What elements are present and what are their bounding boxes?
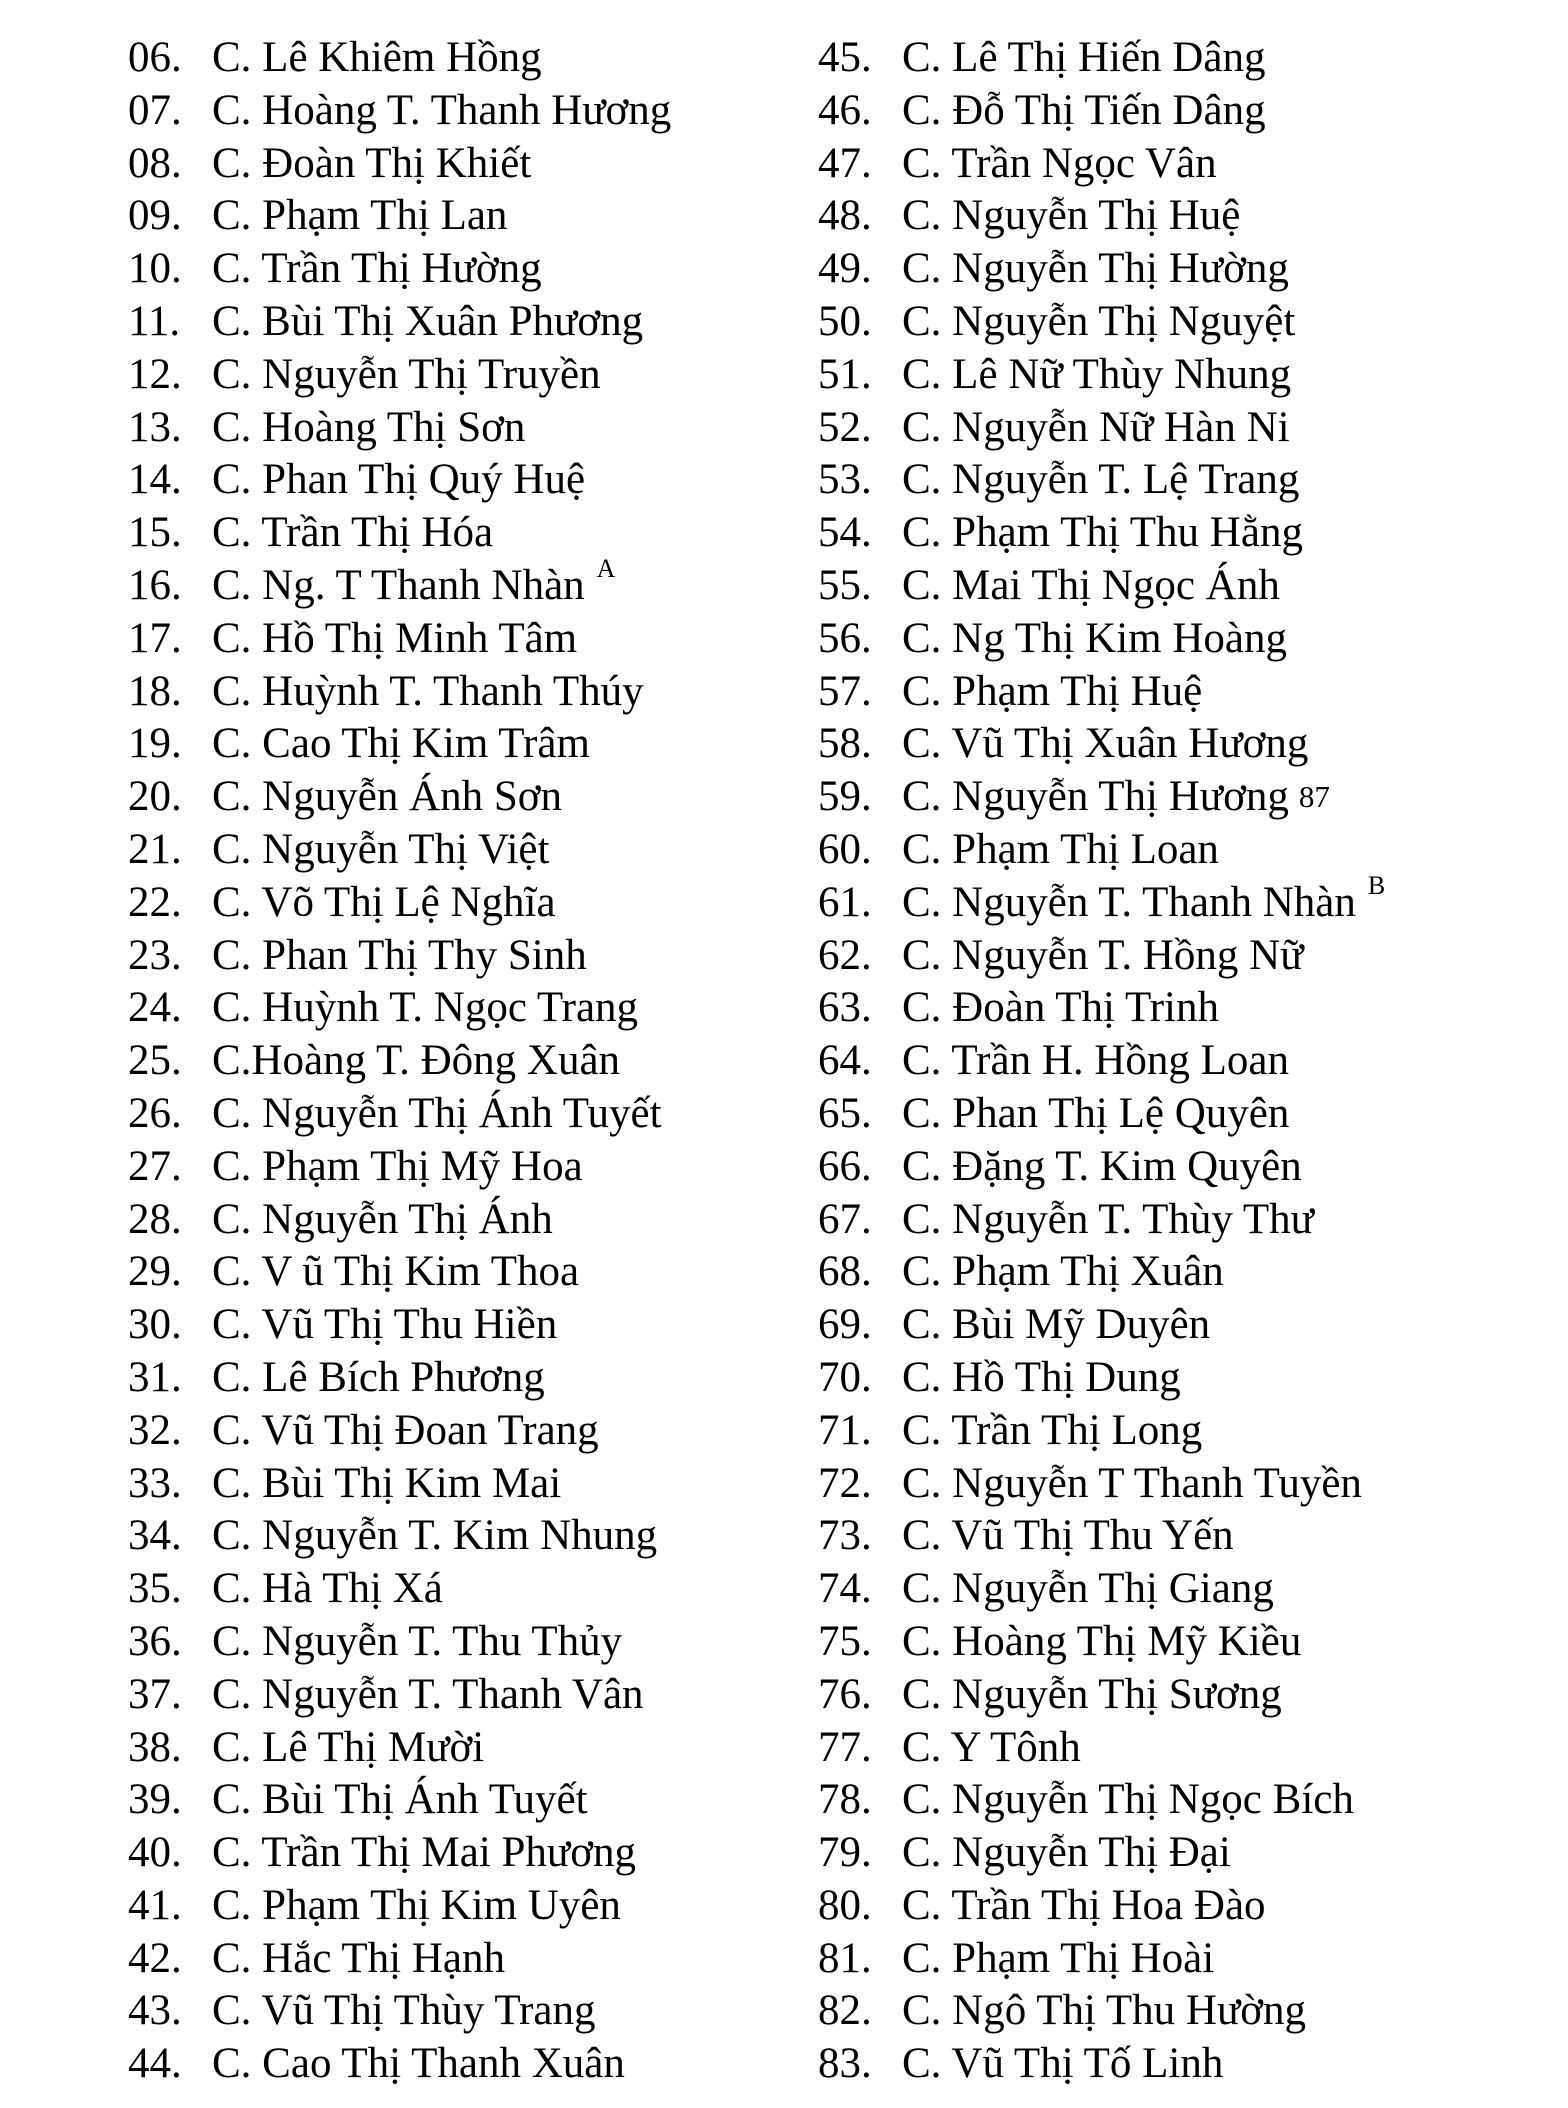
list-item [128, 1669, 788, 1722]
item-name: C. Cao Thị Kim Trâm [212, 720, 590, 768]
list-item [128, 1352, 788, 1405]
item-name: C. Nguyễn Thị Huệ [902, 192, 1241, 240]
item-number: 14. [128, 456, 182, 504]
item-name: C. Cao Thị Thanh Xuân [212, 2040, 625, 2088]
list-item [818, 613, 1558, 666]
item-name: C. Trần Thị Hường [212, 245, 542, 293]
list-item [128, 32, 788, 85]
item-name: C. Phạm Thị Huệ [902, 667, 1203, 715]
list-item [128, 1722, 788, 1775]
item-name: C. Đặng T. Kim Quyên [902, 1142, 1302, 1190]
list-item [128, 85, 788, 138]
list-item [128, 613, 788, 666]
item-number: 11. [128, 297, 181, 345]
list-item [128, 1616, 788, 1669]
list-item [818, 402, 1558, 455]
item-name: C. Đỗ Thị Tiến Dâng [902, 86, 1266, 134]
item-number: 33. [128, 1459, 182, 1507]
item-number: 30. [128, 1301, 182, 1349]
item-number: 36. [128, 1617, 182, 1665]
item-number: 22. [128, 878, 182, 926]
item-name: C. Ng Thị Kim Hoàng [902, 614, 1288, 662]
item-name: C. Nguyễn T. Hồng Nữ [902, 931, 1304, 979]
item-number: 54. [818, 509, 872, 557]
list-item [818, 138, 1558, 191]
item-number: 35. [128, 1565, 182, 1613]
item-number: 19. [128, 720, 182, 768]
item-number: 55. [818, 561, 872, 609]
item-number: 06. [128, 34, 182, 81]
item-name: C. Phạm Thị Mỹ Hoa [212, 1142, 583, 1190]
item-name: C. Vũ Thị Xuân Hương [902, 720, 1309, 768]
item-name: C. Lê Bích Phương [212, 1353, 545, 1401]
item-number: 63. [818, 984, 872, 1032]
item-number: 31. [128, 1353, 182, 1401]
item-name: C. Nguyễn Thị Giang [902, 1565, 1274, 1613]
list-item [818, 666, 1558, 719]
item-name: C. Võ Thị Lệ Nghĩa [212, 878, 556, 926]
list-item [128, 1141, 788, 1194]
item-name: C. Lê Thị Hiến Dâng [902, 34, 1266, 81]
list-item [128, 1827, 788, 1880]
list-item [818, 560, 1558, 613]
list-item [128, 1299, 788, 1352]
item-name: C. Bùi Thị Ánh Tuyết [212, 1776, 588, 1824]
item-name: C. Nguyễn Thị Ánh [212, 1195, 553, 1243]
item-name: C. Hoàng Thị Sơn [212, 403, 526, 451]
item-name: C. Nguyễn T. Thu Thủy [212, 1617, 623, 1665]
item-name: C.Hoàng T. Đông Xuân [212, 1037, 621, 1085]
item-name: C. Phan Thị Thy Sinh [212, 931, 587, 979]
list-item [128, 1510, 788, 1563]
list-item [818, 2038, 1558, 2091]
item-number: 62. [818, 931, 872, 979]
item-number: 23. [128, 931, 182, 979]
list-item [818, 1510, 1558, 1563]
item-name: C. Phạm Thị Hoài [902, 1934, 1215, 1982]
list-item [128, 666, 788, 719]
item-name: C. Lê Khiêm Hồng [212, 34, 542, 81]
item-number: 16. [128, 561, 182, 609]
list-item [818, 190, 1558, 243]
item-name: C. Lê Nữ Thùy Nhung [902, 350, 1292, 398]
item-name: C. Lê Thị Mười [212, 1723, 485, 1771]
item-name: C. Hoàng Thị Mỹ Kiều [902, 1617, 1302, 1665]
item-name: C. Vũ Thị Thu Hiền [212, 1301, 558, 1349]
list-item [128, 824, 788, 877]
list-item [128, 1880, 788, 1933]
list-item [818, 1827, 1558, 1880]
item-number: 52. [818, 403, 872, 451]
item-number: 46. [818, 86, 872, 134]
item-name: C. Nguyễn T. Thanh Vân [212, 1670, 644, 1718]
item-number: 82. [818, 1987, 872, 2035]
list-item [818, 870, 1558, 930]
list-item [818, 1194, 1558, 1247]
item-name: C. Trần Thị Long [902, 1406, 1203, 1454]
list-item [128, 1774, 788, 1827]
list-item [818, 718, 1558, 771]
list-item [818, 1722, 1558, 1775]
list-item [818, 982, 1558, 1035]
list-item [128, 718, 788, 771]
item-name: C. Nguyễn Thị Hường [902, 245, 1289, 293]
item-name: C. Trần Thị Hoa Đào [902, 1881, 1266, 1929]
item-number: 47. [818, 139, 872, 187]
list-item [818, 1563, 1558, 1616]
item-name: C. Huỳnh T. Ngọc Trang [212, 984, 639, 1032]
item-number: 56. [818, 614, 872, 662]
item-name: C. Hồ Thị Dung [902, 1353, 1181, 1401]
item-name: C. Vũ Thị Đoan Trang [212, 1406, 599, 1454]
list-item [818, 1985, 1558, 2038]
item-number: 73. [818, 1512, 872, 1560]
list-item [128, 1088, 788, 1141]
item-name: C. Nguyễn Thị Việt [212, 825, 550, 873]
item-name: C. Phan Thị Lệ Quyên [902, 1089, 1290, 1137]
item-name: C. Bùi Mỹ Duyên [902, 1301, 1211, 1349]
list-item [818, 349, 1558, 402]
item-number: 39. [128, 1776, 182, 1824]
list-item [128, 1458, 788, 1511]
item-number: 09. [128, 192, 182, 240]
list-item [128, 138, 788, 191]
list-item [128, 454, 788, 507]
item-number: 20. [128, 773, 182, 821]
item-name: C. Y Tônh [902, 1723, 1081, 1771]
item-name: C. Mai Thị Ngọc Ánh [902, 561, 1280, 609]
item-number: 48. [818, 192, 872, 240]
item-name: C. Phạm Thị Thu Hằng [902, 509, 1303, 557]
right-name-column [818, 32, 1558, 2091]
item-name: C. Phan Thị Quý Huệ [212, 456, 586, 504]
list-item [818, 824, 1558, 877]
item-number: 17. [128, 614, 182, 662]
item-number: 26. [128, 1089, 182, 1137]
list-item [818, 85, 1558, 138]
item-number: 32. [128, 1406, 182, 1454]
item-name: C. Huỳnh T. Thanh Thúy [212, 667, 644, 715]
item-superscript: A [596, 553, 616, 583]
item-name: C. Vũ Thị Thùy Trang [212, 1987, 596, 2035]
list-item [128, 1933, 788, 1986]
list-item [128, 190, 788, 243]
item-name: C. Nguyễn Thị Truyền [212, 350, 601, 398]
item-name: C. Nguyễn Thị Nguyệt [902, 297, 1296, 345]
item-name: C. Nguyễn Thị Ánh Tuyết [212, 1089, 662, 1137]
item-number: 07. [128, 86, 182, 134]
item-number: 68. [818, 1248, 872, 1296]
item-number: 81. [818, 1934, 872, 1982]
item-number: 60. [818, 825, 872, 873]
list-item [128, 553, 788, 613]
item-number: 66. [818, 1142, 872, 1190]
item-number: 08. [128, 139, 182, 187]
item-name: C. Vũ Thị Tố Linh [902, 2040, 1224, 2088]
list-item [128, 402, 788, 455]
item-name: C. Nguyễn T. Thanh Nhàn [902, 878, 1356, 926]
item-name: C. Phạm Thị Lan [212, 192, 508, 240]
list-item [128, 1246, 788, 1299]
item-name: C. Nguyễn Ánh Sơn [212, 773, 563, 821]
list-item [128, 1194, 788, 1247]
item-name: C. Vũ Thị Thu Yến [902, 1512, 1234, 1560]
item-name: C. Ngô Thị Thu Hường [902, 1987, 1307, 2035]
item-number: 79. [818, 1829, 872, 1877]
item-number: 38. [128, 1723, 182, 1771]
list-item [128, 982, 788, 1035]
item-number: 25. [128, 1037, 182, 1085]
item-number: 74. [818, 1565, 872, 1613]
item-name: C. Bùi Thị Kim Mai [212, 1459, 562, 1507]
list-item [818, 507, 1558, 560]
list-item [128, 930, 788, 983]
item-number: 64. [818, 1037, 872, 1085]
item-number: 58. [818, 720, 872, 768]
list-item [818, 1246, 1558, 1299]
item-number: 44. [128, 2040, 182, 2088]
list-item [128, 243, 788, 296]
list-item [818, 1352, 1558, 1405]
item-number: 65. [818, 1089, 872, 1137]
item-number: 72. [818, 1459, 872, 1507]
item-name: C. Phạm Thị Xuân [902, 1248, 1224, 1296]
item-name: C. Phạm Thị Loan [902, 825, 1219, 873]
item-suffix: 87 [1298, 779, 1330, 815]
item-number: 24. [128, 984, 182, 1032]
list-item [818, 454, 1558, 507]
list-item [818, 296, 1558, 349]
item-number: 42. [128, 1934, 182, 1982]
list-item [818, 1035, 1558, 1088]
item-number: 29. [128, 1248, 182, 1296]
item-number: 37. [128, 1670, 182, 1718]
item-number: 57. [818, 667, 872, 715]
item-name: C. Nguyễn Thị Đại [902, 1829, 1231, 1877]
item-superscript: B [1367, 870, 1386, 900]
item-name: C. Nguyễn T. Thùy Thư [902, 1195, 1314, 1243]
item-number: 18. [128, 667, 182, 715]
item-name: C. V ũ Thị Kim Thoa [212, 1248, 580, 1296]
item-number: 28. [128, 1195, 182, 1243]
item-number: 40. [128, 1829, 182, 1877]
item-name: C. Đoàn Thị Trinh [902, 984, 1219, 1032]
list-item [818, 1880, 1558, 1933]
item-name: C. Trần Thị Hóa [212, 509, 494, 557]
list-item [818, 1088, 1558, 1141]
item-name: C. Trần H. Hồng Loan [902, 1037, 1290, 1085]
list-item [128, 1563, 788, 1616]
item-number: 75. [818, 1617, 872, 1665]
item-number: 41. [128, 1881, 182, 1929]
item-name: C. Phạm Thị Kim Uyên [212, 1881, 621, 1929]
list-item [128, 1035, 788, 1088]
item-number: 10. [128, 245, 182, 293]
item-number: 12. [128, 350, 182, 398]
item-name: C. Hoàng T. Thanh Hương [212, 86, 672, 134]
list-item [128, 771, 788, 824]
list-item [818, 243, 1558, 296]
item-number: 50. [818, 297, 872, 345]
item-number: 61. [818, 878, 872, 926]
item-number: 78. [818, 1776, 872, 1824]
item-name: C. Hà Thị Xá [212, 1565, 443, 1613]
item-number: 51. [818, 350, 872, 398]
item-number: 59. [818, 773, 872, 821]
item-name: C. Nguyễn Thị Ngọc Bích [902, 1776, 1354, 1824]
item-number: 27. [128, 1142, 182, 1190]
list-item [128, 877, 788, 930]
list-item [818, 1299, 1558, 1352]
item-number: 76. [818, 1670, 872, 1718]
list-item [818, 1141, 1558, 1194]
item-name: C. Nguyễn T Thanh Tuyền [902, 1459, 1362, 1507]
item-number: 53. [818, 456, 872, 504]
list-item [128, 1985, 788, 2038]
list-item [818, 1774, 1558, 1827]
item-name: C. Trần Thị Mai Phương [212, 1829, 636, 1877]
item-name: C. Nguyễn T. Lệ Trang [902, 456, 1300, 504]
item-number: 71. [818, 1406, 872, 1454]
item-number: 83. [818, 2040, 872, 2088]
list-item [818, 32, 1558, 85]
item-name: C. Nguyễn Thị Hương [902, 773, 1289, 821]
item-number: 21. [128, 825, 182, 873]
list-item [818, 930, 1558, 983]
item-name: C. Hồ Thị Minh Tâm [212, 614, 578, 662]
item-number: 70. [818, 1353, 872, 1401]
item-number: 80. [818, 1881, 872, 1929]
item-number: 15. [128, 509, 182, 557]
list-item [128, 507, 788, 560]
item-number: 77. [818, 1723, 872, 1771]
item-number: 69. [818, 1301, 872, 1349]
list-item [818, 1405, 1558, 1458]
item-number: 49. [818, 245, 872, 293]
item-name: C. Đoàn Thị Khiết [212, 139, 532, 187]
item-name: C. Nguyễn Thị Sương [902, 1670, 1282, 1718]
item-number: 34. [128, 1512, 182, 1560]
left-name-column [128, 32, 788, 2091]
item-number: 43. [128, 1987, 182, 2035]
item-name: C. Trần Ngọc Vân [902, 139, 1217, 187]
item-number: 13. [128, 403, 182, 451]
list-item [818, 1933, 1558, 1986]
item-name: C. Nguyễn T. Kim Nhung [212, 1512, 658, 1560]
list-item [818, 1669, 1558, 1722]
list-item [128, 296, 788, 349]
list-item [818, 771, 1558, 824]
item-name: C. Nguyễn Nữ Hàn Ni [902, 403, 1290, 451]
item-name: C. Ng. T Thanh Nhàn [212, 561, 585, 609]
item-number: 45. [818, 34, 872, 81]
item-name: C. Bùi Thị Xuân Phương [212, 297, 644, 345]
item-name: C. Hắc Thị Hạnh [212, 1934, 505, 1982]
list-item [818, 1616, 1558, 1669]
item-number: 67. [818, 1195, 872, 1243]
list-item [818, 1458, 1558, 1511]
list-item [128, 349, 788, 402]
list-item [128, 2038, 788, 2091]
list-item [128, 1405, 788, 1458]
